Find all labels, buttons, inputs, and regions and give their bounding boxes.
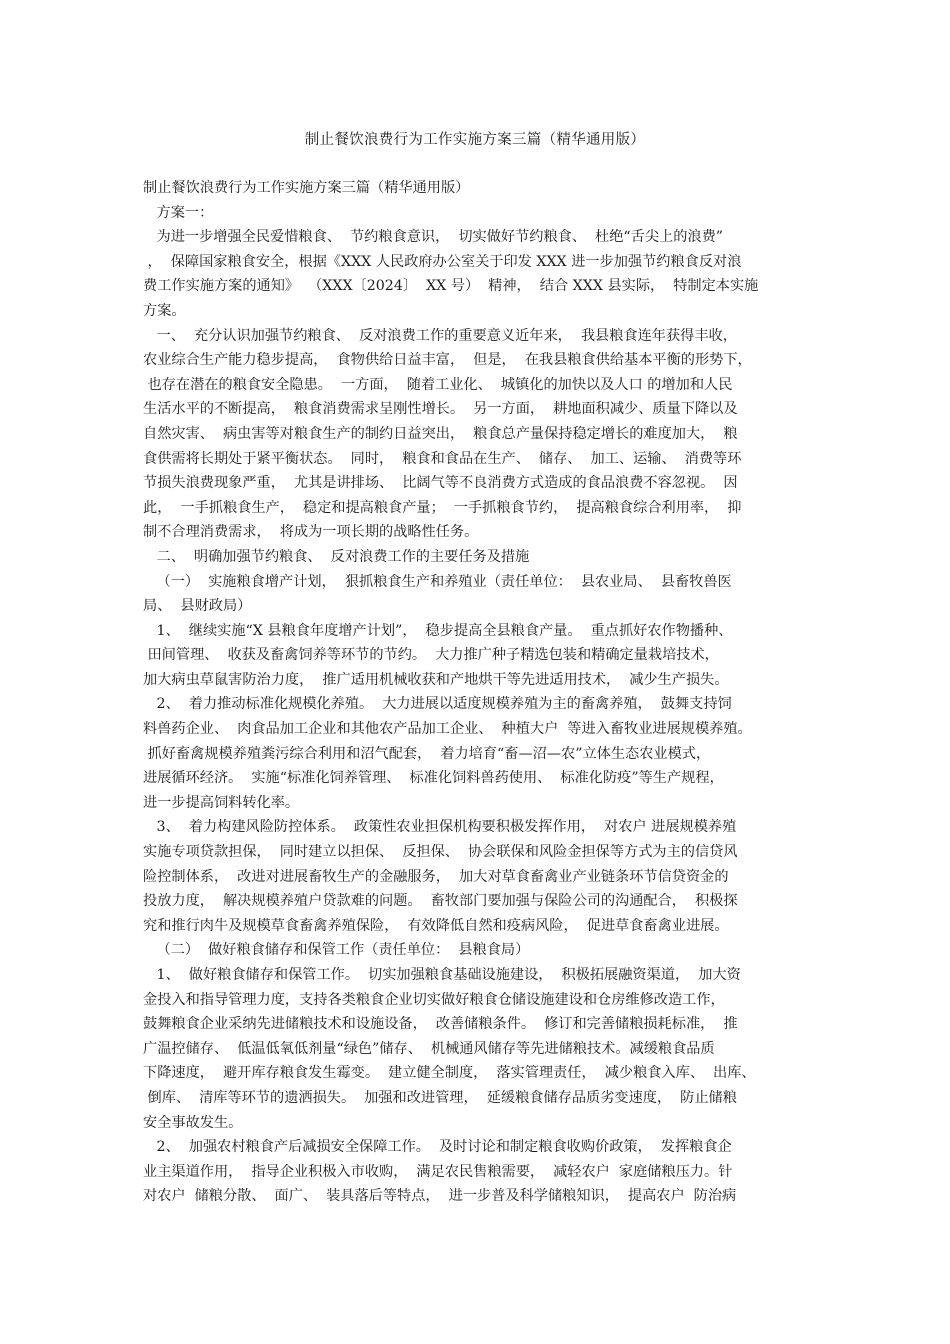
text-line: 此， 一手抓粮食生产， 稳定和提高粮食产量； 一手抓粮食节约， 提高粮食综合利用率， 抑: [143, 499, 742, 516]
text-line: 二、 明确加强节约粮食、 反对浪费工作的主要任务及措施: [143, 548, 530, 565]
text-line: 1、 继续实施“X 县粮食年度增产计划”， 稳步提高全县粮食产量。 重点抓好农作物播种、: [143, 622, 733, 639]
text-line: 对农户 储粮分散、 面广、 装具落后等特点， 进一步普及科学储粮知识， 提高农户 防治病: [143, 1188, 737, 1205]
text-line: 制止餐饮浪费行为工作实施方案三篇（精华通用版）: [143, 180, 470, 196]
text-line: 广温控储存、 低温低氧低剂量“绿色”储存、 机械通风储存等先进储粮技术。减缓粮食品质: [143, 1040, 715, 1057]
text-line: 田间管理、 收获及畜禽饲养等环节的节约。 大力推广种子精选包装和精确定量栽培技术，: [143, 647, 719, 664]
text-line: 为进一步增强全民爱惜粮食、 节约粮食意识， 切实做好节约粮食、 杜绝“舌尖上的浪费”: [143, 229, 724, 246]
text-line: 实施专项贷款担保， 同时建立以担保、 反担保、 协会联保和风险金担保等方式为主的信贷风: [143, 844, 738, 861]
text-line: 下降速度， 避开库存粮食发生霉变。 建立健全制度， 落实管理责任， 减少粮食入库、 出库、: [143, 1065, 756, 1082]
text-line: 生活水平的不断提高， 粮食消费需求呈刚性增长。 另一方面， 耕地面积减少、质量下降以及: [143, 401, 738, 418]
text-line: 抓好畜禽规模养殖粪污综合利用和沼气配套， 着力培育“畜—沼—农”立体生态农业模式，: [143, 745, 711, 762]
text-line: 方案一：: [143, 204, 214, 221]
text-line: 险控制体系， 改进对进展畜牧生产的金融服务， 加大对草食畜禽业产业链条环节信贷资金的: [143, 868, 729, 885]
text-line: ， 保障国家粮食安全，根据《XXX 人民政府办公室关于印发 XXX 进一步加强节约粮食反对浪: [143, 253, 742, 270]
page-title: 制止餐饮浪费行为工作实施方案三篇（精华通用版）: [304, 132, 646, 148]
text-line: 一、 充分认识加强节约粮食、 反对浪费工作的重要意义近年来， 我县粮食连年获得丰收，: [143, 327, 737, 344]
text-line: 局、 县财政局）: [143, 598, 252, 615]
text-line: 鼓舞粮食企业采纳先进储粮技术和设施设备， 改善储粮条件。 修订和完善储粮损耗标准， 推: [143, 1016, 738, 1033]
text-line: 自然灾害、 病虫害等对粮食生产的制约日益突出， 粮食总产量保持稳定增长的难度加大， 粮: [143, 425, 738, 442]
text-line: 1、 做好粮食储存和保管工作。 切实加强粮食基础设施建设， 积极拓展融资渠道， 加大资: [143, 967, 741, 983]
text-line: 方案。: [143, 302, 186, 319]
text-line: 倒库、 清库等环节的遗洒损失。 加强和改进管理， 延缓粮食储存品质劣变速度， 防止储粮: [143, 1089, 737, 1106]
text-line: 料兽药企业、 肉食品加工企业和其他农产品加工企业、 种植大户 等进入畜牧业进展规模养殖。: [143, 721, 752, 738]
text-line: 费工作实施方案的通知》 （XXX〔2024〕 XX 号） 精神， 结合 XXX 县实际， 特制定本实施: [143, 278, 759, 295]
text-line: 安全事故发生。: [143, 1114, 243, 1131]
text-line: 2、 着力推动标准化规模化养殖。 大力进展以适度规模养殖为主的畜禽养殖， 鼓舞支持饲: [143, 696, 732, 713]
text-line: 投放力度， 解决规模养殖户贷款难的问题。 畜牧部门要加强与保险公司的沟通配合， 积极探: [143, 893, 738, 910]
text-line: 金投入和指导管理力度，支持各类粮食企业切实做好粮食仓储设施建设和仓房维修改造工作，: [143, 991, 725, 1008]
text-line: 节损失浪费现象严重， 尤其是讲排场、 比阔气等不良消费方式造成的食品浪费不容忽视。 因: [143, 475, 738, 492]
text-line: （一） 实施粮食增产计划， 狠抓粮食生产和养殖业（责任单位： 县农业局、 县畜牧兽医: [143, 573, 732, 590]
text-line: （二） 做好粮食储存和保管工作（责任单位： 县粮食局）: [143, 942, 530, 959]
text-line: 进展循环经济。 实施“标准化饲养管理、 标准化饲料兽药使用、 标准化防疫”等生产规程，: [143, 770, 724, 787]
text-line: 进一步提高饲料转化率。: [143, 794, 300, 811]
document-body: [143, 176, 819, 1209]
text-line: 究和推行肉牛及规模草食畜禽养殖保险， 有效降低自然和疫病风险， 促进草食畜禽业进展。: [143, 917, 729, 934]
text-line: 2、 加强农村粮食产后减损安全保障工作。 及时讨论和制定粮食收购价政策， 发挥粮食企: [143, 1139, 732, 1156]
text-line: 制不合理消费需求， 将成为一项长期的战略性任务。: [143, 524, 479, 541]
text-line: 也存在潜在的粮食安全隐患。 一方面， 随着工业化、 城镇化的加快以及人口 的增加和人民: [143, 376, 733, 393]
text-line: 农业综合生产能力稳步提高， 食物供给日益丰富， 但是， 在我县粮食供给基本平衡的形势下，: [143, 352, 752, 369]
text-line: 食供需将长期处于紧平衡状态。 同时， 粮食和食品在生产、 储存、 加工、运输、 消费等环: [143, 450, 742, 467]
text-line: 加大病虫草鼠害防治力度， 推广适用机械收获和产地烘干等先进适用技术， 减少生产损失。: [143, 671, 729, 688]
text-line: 业主渠道作用， 指导企业积极入市收购， 满足农民售粮需要， 减轻农户 家庭储粮压力。针: [143, 1163, 733, 1180]
text-line: 3、 着力构建风险防控体系。 政策性农业担保机构要积极发挥作用， 对农户 进展规模养殖: [143, 819, 737, 836]
